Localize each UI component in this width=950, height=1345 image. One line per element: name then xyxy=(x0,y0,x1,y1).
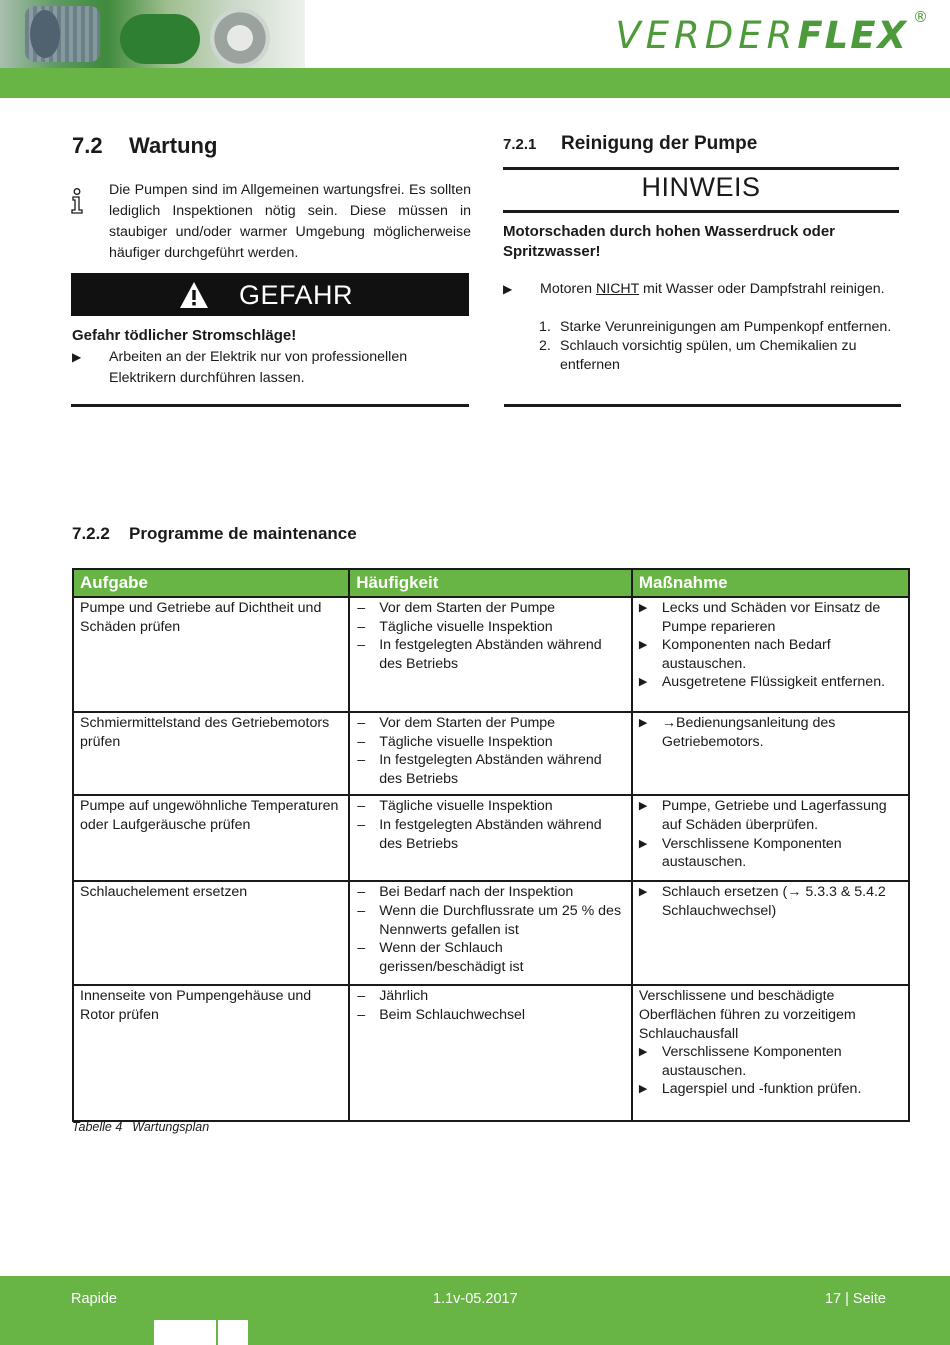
danger-bullet-line: Elektrikern durchführen lassen. xyxy=(109,370,305,386)
pump-photo xyxy=(0,0,305,68)
measure-item: ▶ →Bedienungsanleitung des Getriebemotors. xyxy=(639,714,902,751)
measure-item: ▶ Ausgetretene Flüssigkeit entfernen. xyxy=(639,673,902,692)
page-header xyxy=(0,0,950,68)
maintenance-table xyxy=(72,568,910,1122)
measure-cell xyxy=(632,881,909,985)
measure-item: ▶ Lagerspiel und -funktion prüfen. xyxy=(639,1080,902,1099)
frequency-item: – Beim Schlauchwechsel xyxy=(356,1006,625,1025)
footer-page-number: 17 | Seite xyxy=(824,1291,886,1307)
measure-item: ▶ Komponenten nach Bedarf austauschen. xyxy=(639,636,902,673)
danger-bullet xyxy=(72,347,472,389)
danger-heading: Gefahr tödlicher Stromschläge! xyxy=(72,327,297,344)
frequency-cell xyxy=(349,985,632,1121)
section-heading-wartung: 7.2 Wartung xyxy=(72,133,218,158)
column-header: Häufigkeit xyxy=(349,569,632,597)
table-row xyxy=(73,881,909,985)
info-icon xyxy=(70,188,86,214)
frequency-item: – In festgelegten Abständen während des Betriebs xyxy=(356,816,625,853)
table-row xyxy=(73,985,909,1121)
wartung-info-text: Die Pumpen sind im Allgemeinen wartungsfrei. Es sollten lediglich Inspektionen nötig sein. Diese müssen in staubiger und/oder warmer Umgebung möglicherweise häufiger durchgeführt werden. xyxy=(109,182,471,261)
task-cell: Innenseite von Pumpengehäuse und Rotor prüfen xyxy=(73,985,349,1121)
pump-body-image xyxy=(120,14,200,64)
frequency-item: – Wenn der Schlauch gerissen/beschädigt ist xyxy=(356,939,625,976)
measure-item: ▶ Schlauch ersetzen (→ 5.3.3 & 5.4.2 Schlauchwechsel) xyxy=(639,883,902,920)
frequency-item: – In festgelegten Abständen während des Betriebs xyxy=(356,636,625,673)
hint-label: HINWEIS xyxy=(641,172,761,202)
hint-mid-rule xyxy=(503,210,899,213)
footer-product: Rapide xyxy=(71,1291,117,1307)
measure-cell xyxy=(632,597,909,712)
footer-version: 1.1v-05.2017 xyxy=(433,1291,518,1307)
footer-tab-marker xyxy=(154,1320,248,1345)
pump-disc-image xyxy=(210,8,270,68)
frequency-item: – Tägliche visuelle Inspektion xyxy=(356,733,625,752)
section-heading-reinigung: 7.2.1 Reinigung der Pumpe xyxy=(503,133,758,154)
task-cell: Pumpe und Getriebe auf Dichtheit und Schäden prüfen xyxy=(73,597,349,712)
measure-cell xyxy=(632,985,909,1121)
table-row xyxy=(73,712,909,795)
frequency-item: – Jährlich xyxy=(356,987,625,1006)
hint-top-rule xyxy=(503,167,899,170)
table-header-row xyxy=(73,569,909,597)
section-heading-programme: 7.2.2 Programme de maintenance xyxy=(72,524,357,543)
danger-label: GEFAHR xyxy=(239,280,354,310)
column-header: Aufgabe xyxy=(73,569,349,597)
table-caption: Tabelle 4 Wartungsplan xyxy=(72,1120,210,1134)
frequency-cell xyxy=(349,795,632,881)
motor-cap-image xyxy=(30,10,60,58)
column-header: Maßnahme xyxy=(632,569,909,597)
hint-heading: Motorschaden durch hohen Wasserdruck oder Spritzwasser! xyxy=(503,223,835,260)
table-row xyxy=(73,795,909,881)
warning-triangle-icon xyxy=(179,281,209,309)
bullet-triangle-icon: ▶ xyxy=(72,350,82,364)
table-body xyxy=(73,597,909,1121)
hint-bullet: ▶ Motoren NICHT mit Wasser oder Dampfstrahl reinigen. xyxy=(503,279,903,301)
frequency-item: – Tägliche visuelle Inspektion xyxy=(356,797,625,816)
frequency-cell xyxy=(349,881,632,985)
frequency-item: – Vor dem Starten der Pumpe xyxy=(356,599,625,618)
bullet-triangle-icon: ▶ xyxy=(503,282,513,296)
frequency-item: – Wenn die Durchflussrate um 25 % des Nennwerts gefallen ist xyxy=(356,902,625,939)
measure-item: ▶ Verschlissene Komponenten austauschen. xyxy=(639,835,902,872)
measure-item: ▶ Verschlissene Komponenten austauschen. xyxy=(639,1043,902,1080)
measure-item: ▶ Pumpe, Getriebe und Lagerfassung auf Schäden überprüfen. xyxy=(639,797,902,834)
measure-item: ▶ Lecks und Schäden vor Einsatz de Pumpe reparieren xyxy=(639,599,902,636)
measure-intro: Verschlissene und beschädigte Oberflächen führen zu vorzeitigem Schlauchausfall xyxy=(638,988,856,1042)
frequency-cell xyxy=(349,712,632,795)
task-cell: Pumpe auf ungewöhnliche Temperaturen oder Laufgeräusche prüfen xyxy=(73,795,349,881)
frequency-item: – Vor dem Starten der Pumpe xyxy=(356,714,625,733)
frequency-cell xyxy=(349,597,632,712)
danger-end-rule xyxy=(71,404,469,407)
header-green-band xyxy=(0,68,950,98)
step-item: 1. Starke Verunreinigungen am Pumpenkopf entfernen. xyxy=(539,319,892,335)
page-footer xyxy=(0,1276,950,1345)
hint-end-rule xyxy=(504,404,901,407)
table-row xyxy=(73,597,909,712)
step-item: 2. Schlauch vorsichtig spülen, um Chemikalien zu xyxy=(539,338,857,354)
task-cell: Schlauchelement ersetzen xyxy=(73,881,349,985)
verderflex-logo: VERDERFLEX ® xyxy=(615,8,928,57)
frequency-item: – In festgelegten Abständen während des Betriebs xyxy=(356,751,625,788)
measure-cell xyxy=(632,712,909,795)
task-cell: Schmiermittelstand des Getriebemotors prüfen xyxy=(73,712,349,795)
frequency-item: – Tägliche visuelle Inspektion xyxy=(356,618,625,637)
step-item-continuation: entfernen xyxy=(560,357,620,373)
frequency-item: – Bei Bedarf nach der Inspektion xyxy=(356,883,625,902)
danger-banner xyxy=(71,273,469,316)
measure-cell xyxy=(632,795,909,881)
danger-bullet-line: Arbeiten an der Elektrik nur von professionellen xyxy=(109,349,408,365)
